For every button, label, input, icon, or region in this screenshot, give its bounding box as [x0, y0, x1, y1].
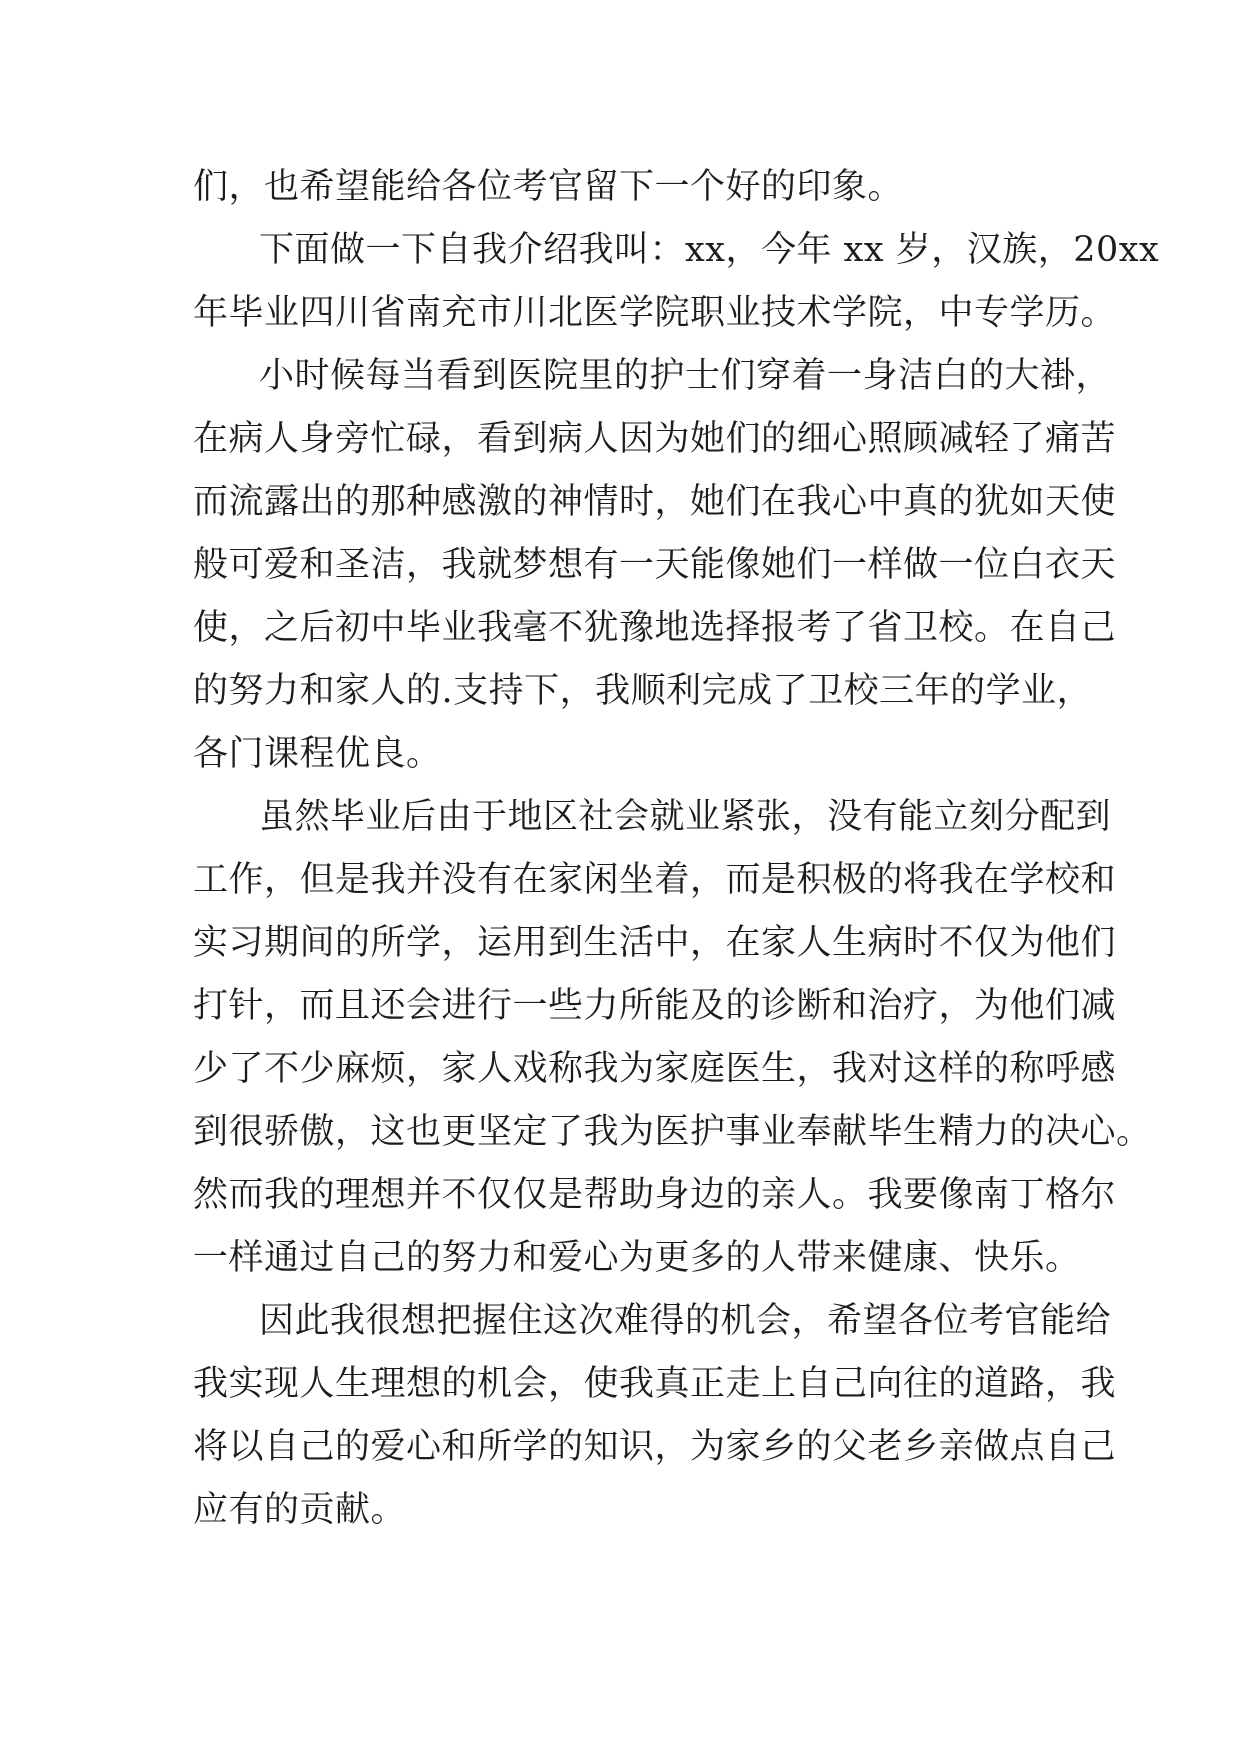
text-line: 小时候每当看到医院里的护士们穿着一身洁白的大褂， [259, 356, 1112, 396]
text-line: 到很骄傲，这也更坚定了我为医护事业奉献毕生精力的决心。 [193, 1112, 1152, 1152]
text-line: 少了不少麻烦，家人戏称我为家庭医生，我对这样的称呼感 [193, 1049, 1117, 1089]
text-line: 打针，而且还会进行一些力所能及的诊断和治疗，为他们减 [193, 986, 1117, 1026]
paragraph [193, 786, 1152, 1290]
text-line: 虽然毕业后由于地区社会就业紧张，没有能立刻分配到 [259, 797, 1112, 837]
paragraph [193, 156, 1048, 219]
text-line: 下面做一下自我介绍我叫：xx，今年 xx 岁，汉族，20xx [259, 230, 1160, 270]
text-line: 在病人身旁忙碌，看到病人因为她们的细心照顾减轻了痛苦 [193, 419, 1117, 459]
text-line: 而流露出的那种感激的神情时，她们在我心中真的犹如天使 [193, 482, 1117, 522]
text-line: 们，也希望能给各位考官留下一个好的印象。 [193, 167, 904, 207]
text-line: 然而我的理想并不仅仅是帮助身边的亲人。我要像南丁格尔 [193, 1175, 1117, 1215]
text-line: 应有的贡献。 [193, 1490, 407, 1530]
text-line: 使，之后初中毕业我毫不犹豫地选择报考了省卫校。在自己 [193, 608, 1117, 648]
paragraph [193, 219, 1160, 345]
text-line: 般可爱和圣洁，我就梦想有一天能像她们一样做一位白衣天 [193, 545, 1117, 585]
paragraph [193, 345, 1117, 786]
text-line: 实习期间的所学，运用到生活中，在家人生病时不仅为他们 [193, 923, 1117, 963]
document-body [193, 156, 1160, 1542]
text-line: 因此我很想把握住这次难得的机会，希望各位考官能给 [259, 1301, 1112, 1341]
text-line: 将以自己的爱心和所学的知识，为家乡的父老乡亲做点自己 [193, 1427, 1117, 1467]
text-line: 一样通过自己的努力和爱心为更多的人带来健康、快乐。 [193, 1238, 1081, 1278]
text-line: 的努力和家人的.支持下，我顺利完成了卫校三年的学业， [193, 671, 1093, 711]
text-line: 年毕业四川省南充市川北医学院职业技术学院，中专学历。 [193, 293, 1117, 333]
paragraph [193, 1290, 1117, 1542]
text-line: 我实现人生理想的机会，使我真正走上自己向往的道路，我 [193, 1364, 1117, 1404]
text-line: 工作，但是我并没有在家闲坐着，而是积极的将我在学校和 [193, 860, 1117, 900]
text-line: 各门课程优良。 [193, 734, 442, 774]
